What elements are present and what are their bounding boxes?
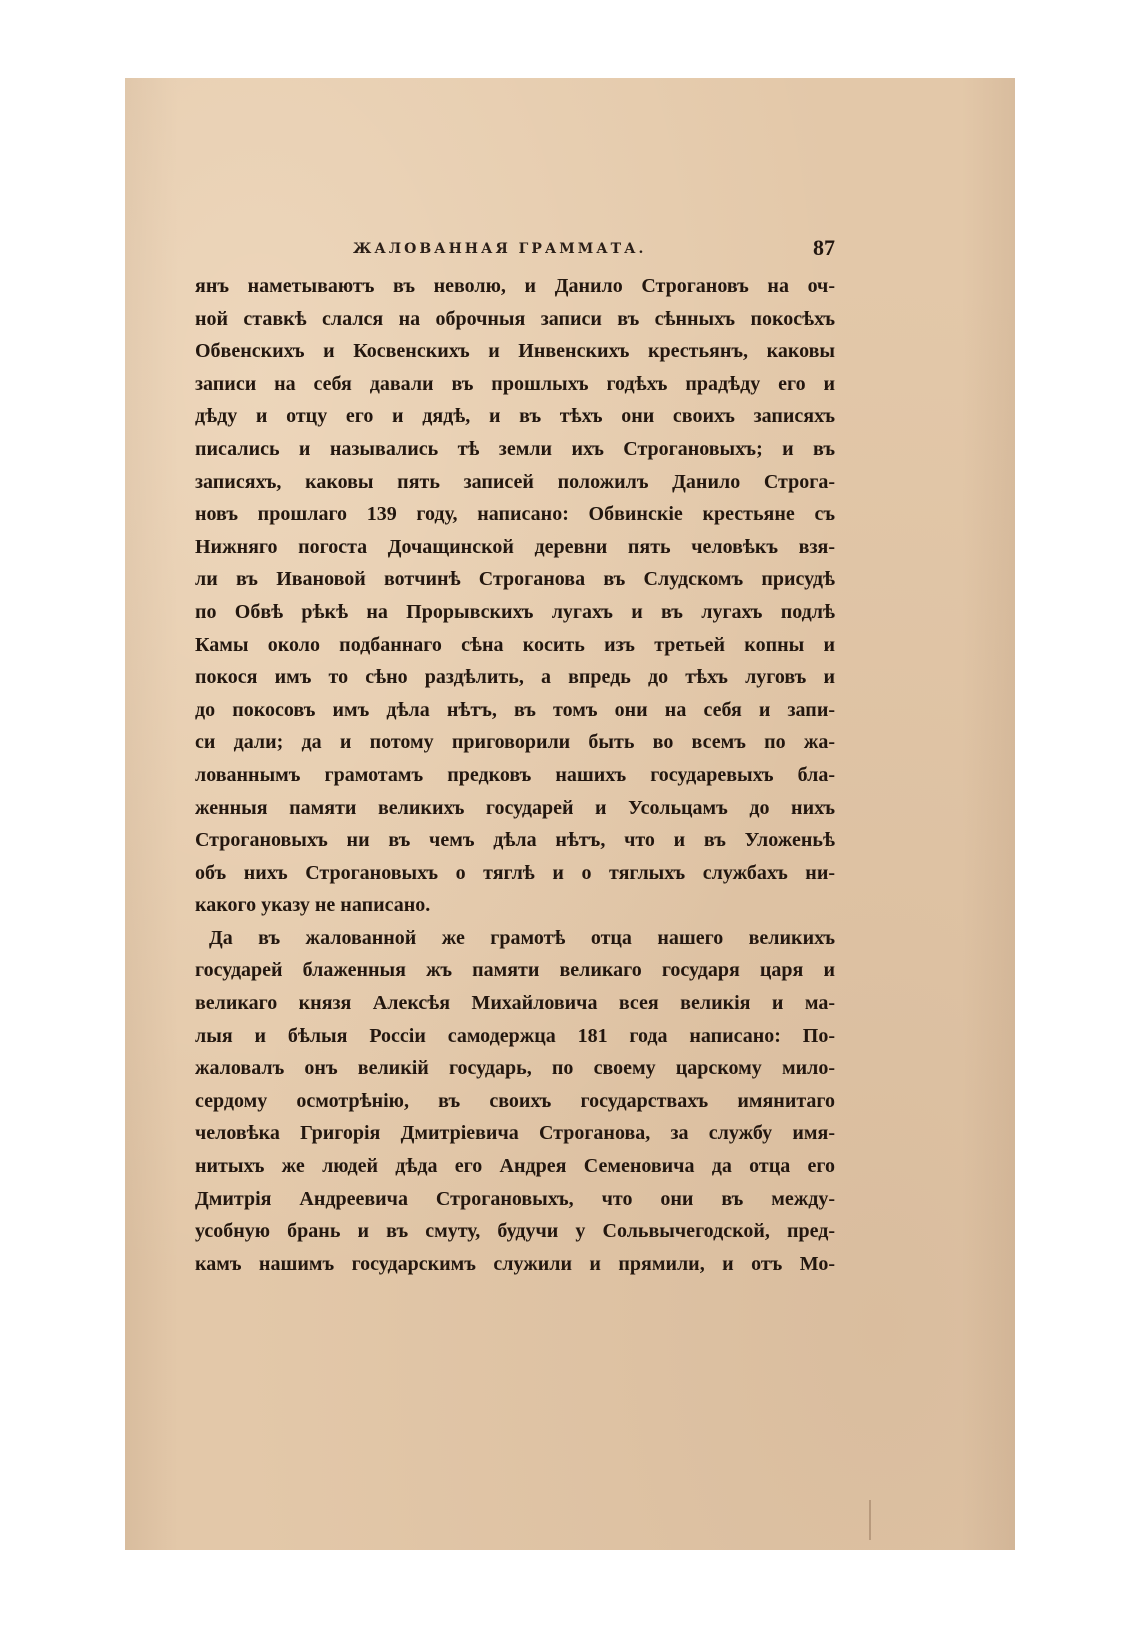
text-line: государей блаженныя жъ памяти великаго государя царя и [195,959,835,982]
text-line: до покосовъ имъ дѣла нѣтъ, въ томъ они на себя и запи- [195,698,835,721]
text-line: си дали; да и потому приговорили быть во всемъ по жа- [195,731,835,754]
text-line: великаго князя Алексѣя Михайловича всея великія и ма- [195,992,835,1015]
running-title: ЖАЛОВАННАЯ ГРАММАТА. [353,241,647,257]
text-line: усобную брань и въ смуту, будучи у Сольвычегодской, пред- [195,1220,835,1243]
text-line: по Обвѣ рѣкѣ на Прорывскихъ лугахъ и въ лугахъ подлѣ [195,600,835,623]
text-line: записяхъ, каковы пять записей положилъ Данило Строга- [195,470,835,493]
text-line: нитыхъ же людей дѣда его Андрея Семеновича да отца его [195,1155,835,1178]
text-line: ли въ Ивановой вотчинѣ Строганова въ Слудскомъ присудѣ [195,568,835,591]
text-line: новъ прошлаго 139 году, написано: Обвинскіе крестьяне съ [195,503,835,526]
text-line: человѣка Григорія Дмитріевича Строганова, за службу имя- [195,1122,835,1145]
text-line: объ нихъ Строгановыхъ о тяглѣ и о тяглыхъ службахъ ни- [195,861,835,884]
text-line: Строгановыхъ ни въ чемъ дѣла нѣтъ, что и въ Уложеньѣ [195,829,835,852]
page-number: 87 [813,235,835,260]
text-line: Дмитрія Андреевича Строгановыхъ, что они въ между- [195,1187,835,1210]
page-header [195,235,835,265]
text-line: лыя и бѣлыя Россіи самодержца 181 года написано: По- [195,1024,835,1047]
text-line: жаловалъ онъ великій государь, по своему царскому мило- [195,1057,835,1080]
text-line: покося имъ то сѣно раздѣлить, а впредь до тѣхъ луговъ и [195,666,835,689]
text-line: лованнымъ грамотамъ предковъ нашихъ государевыхъ бла- [195,763,835,786]
text-line-paragraph-end: какого указу не написано. [195,894,431,917]
text-line: женныя памяти великихъ государей и Усольцамъ до нихъ [195,796,835,819]
text-line: Камы около подбаннаго сѣна косить изъ третьей копны и [195,633,835,656]
page-edge-mark [869,1500,871,1540]
text-line-paragraph-start: Да въ жалованной же грамотѣ отца нашего великихъ [209,926,835,949]
text-line: записи на себя давали въ прошлыхъ годѣхъ прадѣду его и [195,372,835,395]
text-line: Нижняго погоста Дочащинской деревни пять человѣкъ взя- [195,535,835,558]
text-line: дѣду и отцу его и дядѣ, и въ тѣхъ они своихъ записяхъ [195,405,835,428]
text-line: сердому осмотрѣнію, въ своихъ государствахъ имянитаго [195,1089,835,1112]
text-line: янъ наметываютъ въ неволю, и Данило Строгановъ на оч- [195,275,835,297]
text-line: камъ нашимъ государскимъ служили и прямили, и отъ Мо- [195,1252,835,1275]
text-line: ной ставкѣ слался на оброчныя записи въ сѣнныхъ покосѣхъ [195,307,835,330]
body-text [195,270,835,1320]
text-line: писались и назывались тѣ земли ихъ Строгановыхъ; и въ [195,437,835,460]
text-line: Обвенскихъ и Косвенскихъ и Инвенскихъ крестьянъ, каковы [195,340,835,363]
